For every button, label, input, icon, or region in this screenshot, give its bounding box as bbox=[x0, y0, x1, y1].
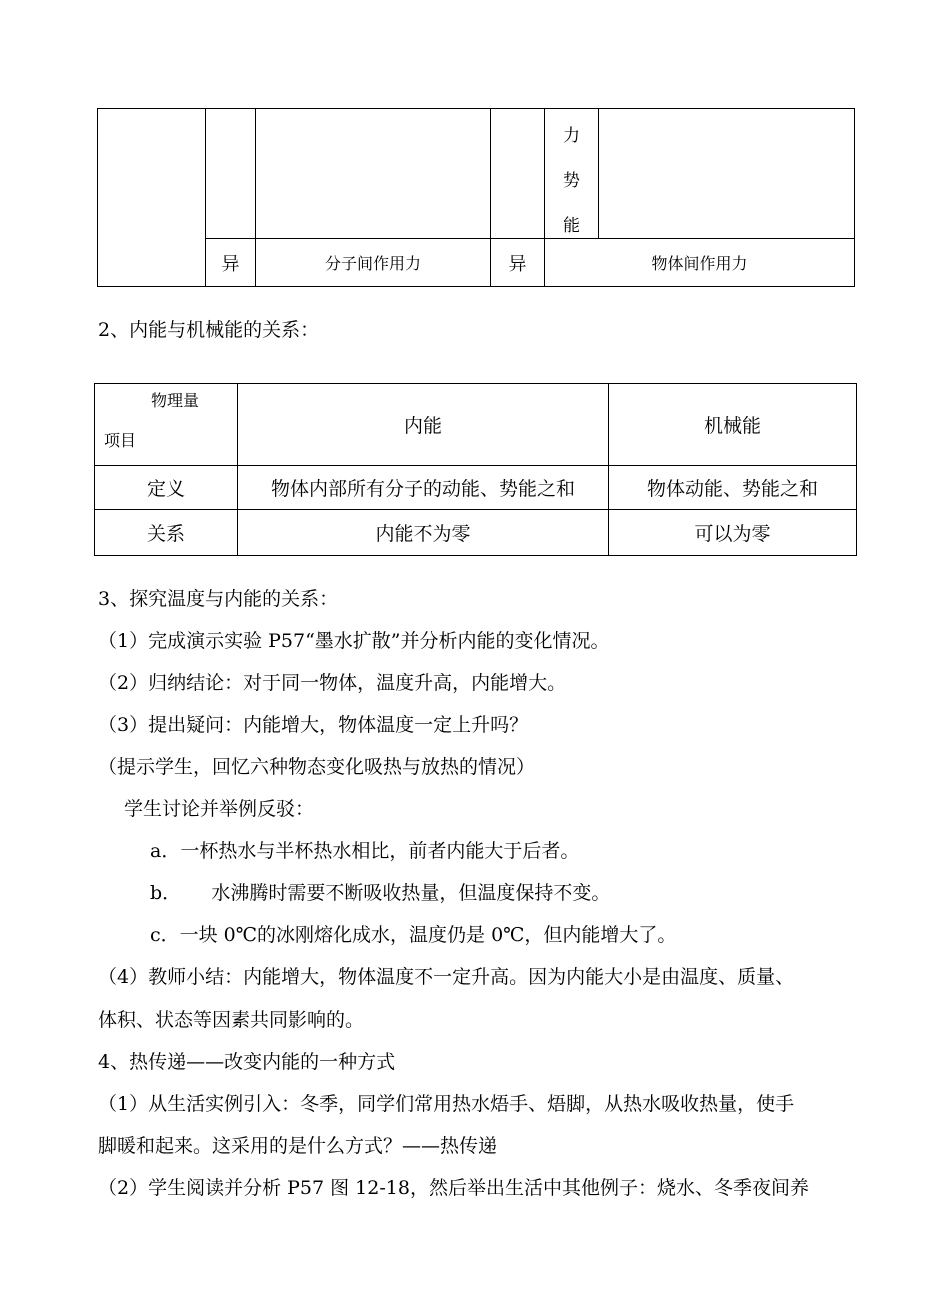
list-item: b． 水沸腾时需要不断吸收热量，但温度保持不变。 bbox=[150, 882, 611, 904]
table2-cell: 内能不为零 bbox=[238, 510, 609, 556]
paragraph-line: （2）学生阅读并分析 P57 图 12-18，然后举出生活中其他例子：烧水、冬季夜间养 bbox=[98, 1177, 809, 1199]
paragraph-line: （2）归纳结论：对于同一物体，温度升高，内能增大。 bbox=[98, 672, 567, 694]
corner-top-label: 物理量 bbox=[151, 391, 200, 410]
paragraph-line: 体积、状态等因素共同影响的。 bbox=[98, 1009, 365, 1031]
table2-cell: 物体动能、势能之和 bbox=[609, 466, 857, 510]
table2-header-internal: 内能 bbox=[238, 384, 609, 466]
comparison-table-continued bbox=[97, 108, 855, 287]
paragraph-line: （提示学生，回忆六种物态变化吸热与放热的情况） bbox=[98, 756, 536, 778]
paragraph-line: （1）从生活实例引入：冬季，同学们常用热水焐手、焐脚，从热水吸收热量，使手 bbox=[98, 1093, 795, 1115]
section-heading: 4、热传递——改变内能的一种方式 bbox=[98, 1051, 396, 1073]
list-item: a．一杯热水与半杯热水相比，前者内能大于后者。 bbox=[150, 840, 580, 862]
table1-blank-cell bbox=[256, 109, 491, 239]
table1-blank-cell bbox=[98, 109, 206, 287]
paragraph-line: （1）完成演示实验 P57“墨水扩散”并分析内能的变化情况。 bbox=[98, 630, 610, 652]
table1-vertical-cell bbox=[545, 109, 599, 239]
table1-diff-label: 异 bbox=[491, 239, 545, 287]
vertical-char: 能 bbox=[563, 215, 580, 236]
table1-object-force: 物体间作用力 bbox=[545, 239, 855, 287]
energy-relation-table bbox=[94, 383, 857, 556]
table2-cell: 可以为零 bbox=[609, 510, 857, 556]
vertical-char: 势 bbox=[563, 170, 580, 191]
table2-row-label: 定义 bbox=[95, 466, 238, 510]
table1-blank-cell bbox=[491, 109, 545, 239]
table2-header-mechanical: 机械能 bbox=[609, 384, 857, 466]
corner-bottom-label: 项目 bbox=[104, 431, 137, 450]
table1-molecular-force: 分子间作用力 bbox=[256, 239, 491, 287]
table1-blank-cell bbox=[206, 109, 256, 239]
paragraph-line: 学生讨论并举例反驳： bbox=[124, 798, 315, 820]
table2-corner-cell bbox=[95, 384, 238, 466]
table1-blank-cell bbox=[599, 109, 855, 239]
table1-diff-label: 异 bbox=[206, 239, 256, 287]
paragraph-line: （3）提出疑问：内能增大，物体温度一定上升吗？ bbox=[98, 714, 529, 736]
paragraph-line: 脚暖和起来。这采用的是什么方式？——热传递 bbox=[98, 1135, 498, 1157]
table2-row-label: 关系 bbox=[95, 510, 238, 556]
paragraph-line: （4）教师小结：内能增大，物体温度不一定升高。因为内能大小是由温度、质量、 bbox=[98, 966, 795, 988]
section-heading: 2、内能与机械能的关系： bbox=[98, 319, 320, 341]
vertical-char: 力 bbox=[563, 125, 580, 146]
section-heading: 3、探究温度与内能的关系： bbox=[98, 588, 339, 610]
table2-cell: 物体内部所有分子的动能、势能之和 bbox=[238, 466, 609, 510]
list-item: c．一块 0℃的冰刚熔化成水，温度仍是 0℃，但内能增大了。 bbox=[150, 924, 677, 946]
